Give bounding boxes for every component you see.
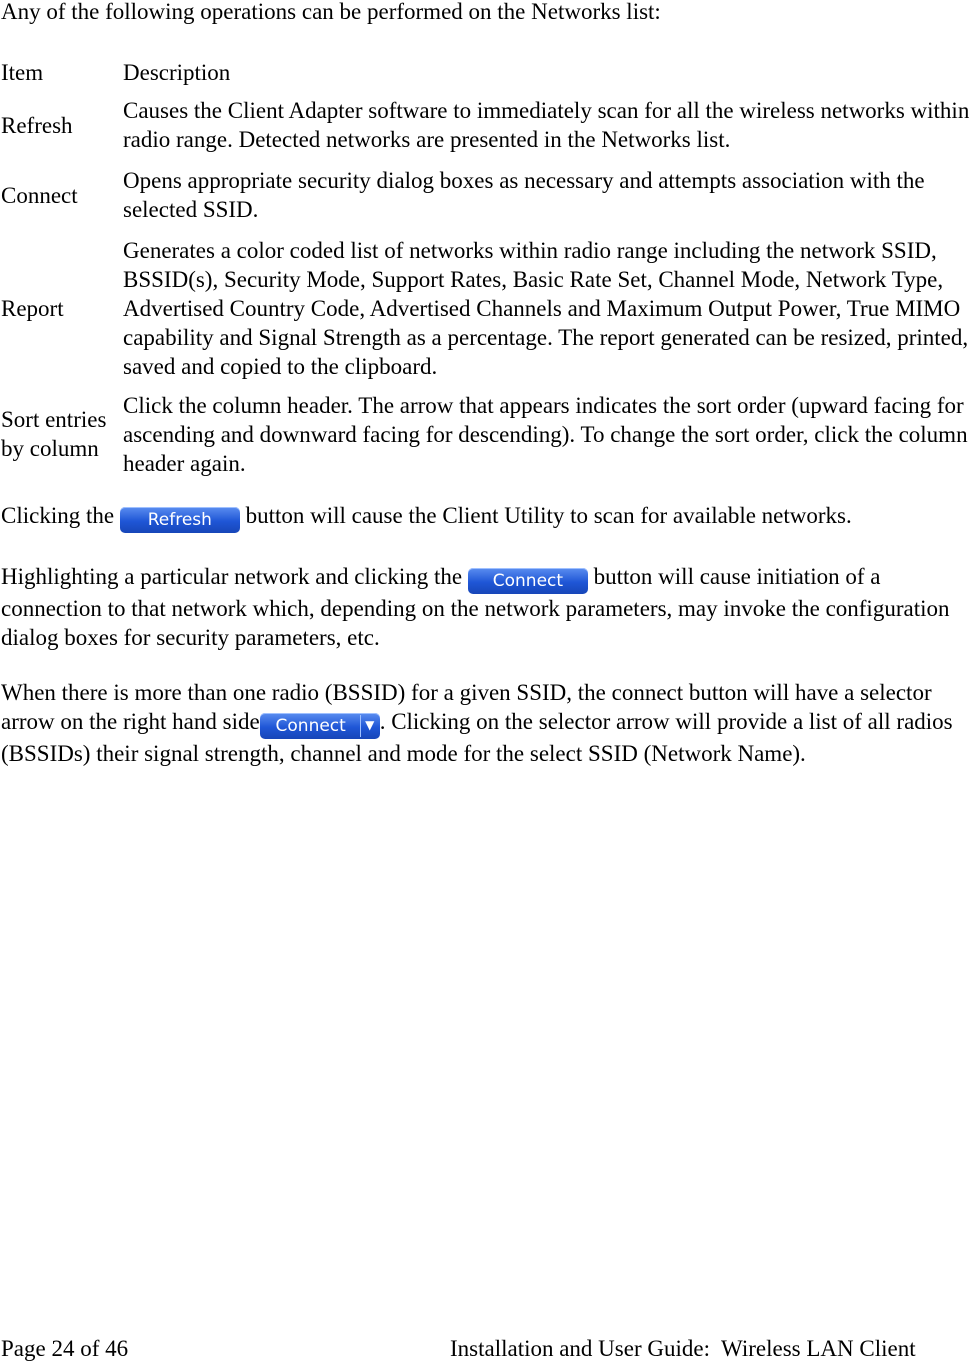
row-description: Causes the Client Adapter software to immediately scan for all the wireless networks within radio range. Detected networks are presented in the Networks list. xyxy=(123,98,970,152)
intro-text: Any of the following operations can be performed on the Networks list: xyxy=(1,0,661,24)
table-row xyxy=(1,230,973,386)
row-description: Generates a color coded list of networks within radio range including the network SSID, BSSID(s), Security Mode, Support Rates, Basic Rate Set, Channel Mode, Network Type, Advertised Country Code, Advertised Channels and Maximum Output Power, True MIMO capability and Signal Strength as a percentage. The report generated can be resized, printed, saved and copied to the clipboard. xyxy=(123,237,969,379)
table-row xyxy=(1,160,973,230)
table-header-row xyxy=(1,58,973,90)
bssid-text-before: When there is more than one radio (BSSID) for a given SSID, the connect button will have a selector arrow on the right hand side xyxy=(1,680,932,734)
bssid-text-after: . Clicking on the selector arrow will provide a list of all radios (BSSIDs) their signal strength, channel and mode for the select SSID (Network Name). xyxy=(1,709,953,766)
connect-selector-button[interactable] xyxy=(260,713,380,739)
column-header-description: Description xyxy=(123,60,231,85)
row-description: Opens appropriate security dialog boxes as necessary and attempts association with the selected SSID. xyxy=(123,168,925,222)
bssid-paragraph xyxy=(1,678,966,768)
connect-text-after: button will cause initiation of a connection to that network which, depending on the network parameters, may invoke the configuration dialog boxes for security parameters, etc. xyxy=(1,564,950,650)
row-item: Sort entries by column xyxy=(1,407,107,461)
column-header-item: Item xyxy=(1,60,44,85)
connect-selector-label: Connect xyxy=(275,716,346,736)
refresh-text-after: button will cause the Client Utility to scan for available networks. xyxy=(239,503,852,528)
row-item: Report xyxy=(1,295,64,321)
row-item: Refresh xyxy=(1,112,73,138)
table-row xyxy=(1,90,973,160)
row-item: Connect xyxy=(1,182,78,208)
refresh-button[interactable]: Refresh xyxy=(120,507,240,533)
connect-button[interactable]: Connect xyxy=(468,568,588,594)
connect-text-before: Highlighting a particular network and clicking the xyxy=(1,564,468,589)
chevron-down-icon[interactable]: ▼ xyxy=(360,715,379,737)
footer-document-title: Installation and User Guide: Wireless LAN Client xyxy=(450,1336,916,1361)
connect-paragraph xyxy=(1,562,961,652)
footer-page-number: Page 24 of 46 xyxy=(1,1336,129,1361)
table-row xyxy=(1,386,973,482)
row-description: Click the column header. The arrow that appears indicates the sort order (upward facing for ascending and downward facing for descending). To change the sort order, click the column header again. xyxy=(123,392,968,476)
operations-table xyxy=(1,58,973,482)
refresh-paragraph xyxy=(1,501,961,533)
refresh-text-before: Clicking the xyxy=(1,503,120,528)
